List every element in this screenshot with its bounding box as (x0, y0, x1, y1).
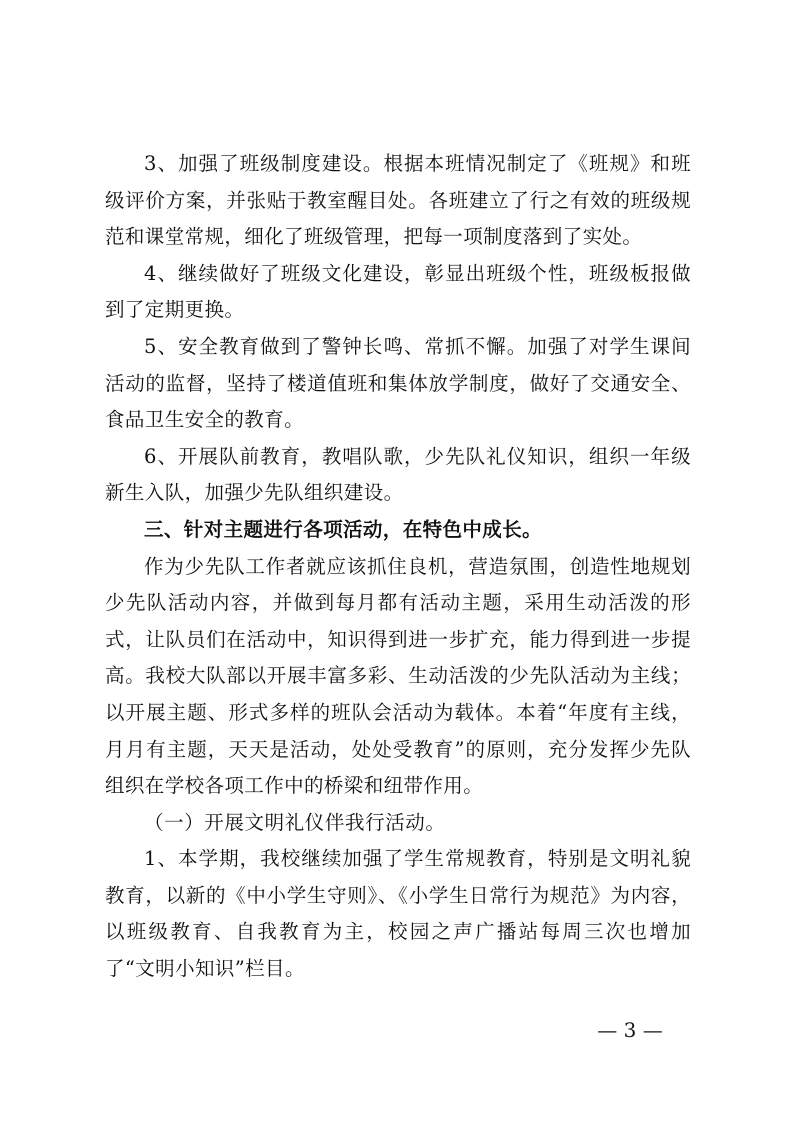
subsection-heading: （一）开展文明礼仪伴我行活动。 (144, 810, 446, 834)
paragraph-item-5: 5、安全教育做到了警钟长鸣、常抓不懈。加强了对学生课间活动的监督，坚持了楼道值班和集体放学制度，做好了交通安全、食品卫生安全的教育。 (105, 334, 691, 432)
paragraph-item-6: 6、开展队前教育，教唱队歌，少先队礼仪知识，组织一年级新生入队，加强少先队组织建设。 (105, 444, 691, 505)
paragraph-item-3: 3、加强了班级制度建设。根据本班情况制定了《班规》和班级评价方案，并张贴于教室醒目处。各班建立了行之有效的班级规范和课堂常规，细化了班级管理，把每一项制度落到了实处。 (105, 152, 691, 249)
subsection-paragraph: 1、本学期，我校继续加强了学生常规教育，特别是文明礼貌教育，以新的《中小学生守则》、《小学生日常行为规范》为内容，以班级教育、自我教育为主，校园之声广播站每周三次也增加了“文明小知识”栏目。 (105, 847, 691, 981)
paragraph-item-4: 4、继续做好了班级文化建设，彰显出班级个性，班级板报做到了定期更换。 (105, 261, 691, 322)
page-number: — 3 — (597, 1018, 663, 1042)
section-heading: 三、针对主题进行各项活动，在特色中成长。 (144, 517, 543, 541)
document-body (105, 146, 691, 988)
section-intro-paragraph: 作为少先队工作者就应该抓住良机，营造氛围，创造性地规划少先队活动内容，并做到每月都有活动主题，采用生动活泼的形式，让队员们在活动中，知识得到进一步扩充，能力得到进一步提高。我校大队部以开展丰富多彩、生动活泼的少先队活动为主线；以开展主题、形式多样的班队会活动为载体。本着“年度有主线，月月有主题，天天是活动，处处受教育”的原则，充分发挥少先队组织在学校各项工作中的桥梁和纽带作用。 (105, 554, 691, 798)
